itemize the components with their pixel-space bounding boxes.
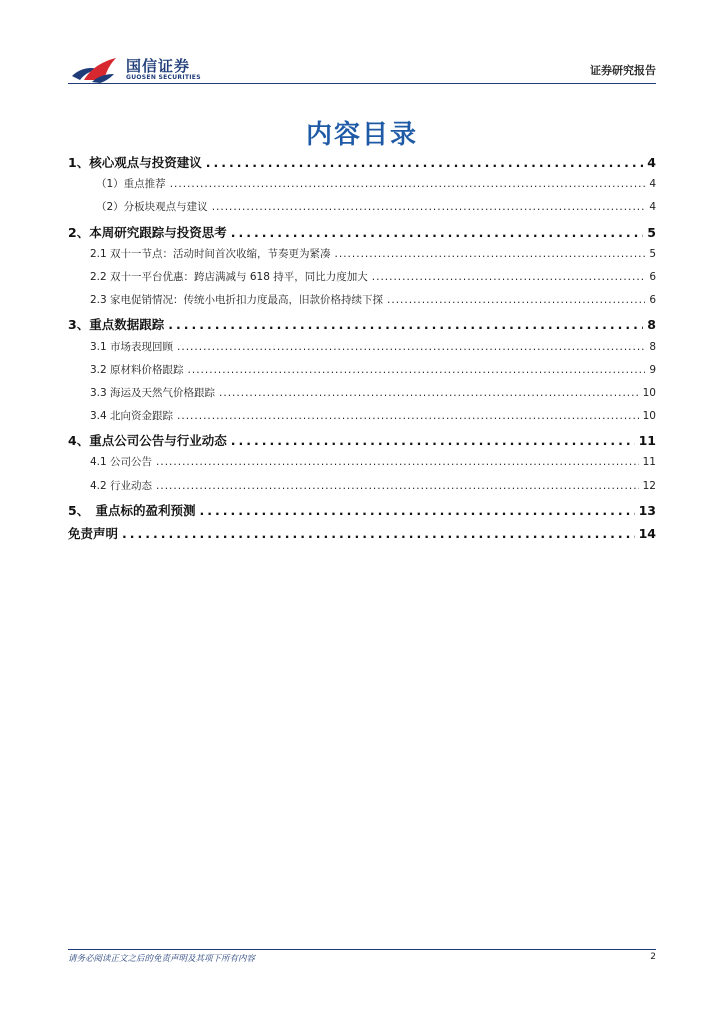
toc-entry-text: 2.1 双十一节点：活动时间首次收缩，节奏更为紧凑 <box>90 247 331 260</box>
footer-disclaimer-note: 请务必阅读正文之后的免责声明及其项下所有内容 <box>68 954 256 964</box>
logo-chinese-name: 国信证券 <box>126 57 191 75</box>
toc-entry-chapter[interactable] <box>68 501 656 524</box>
toc-dot-leader <box>177 410 639 422</box>
toc-dot-leader <box>335 248 646 260</box>
toc-entry-page: 8 <box>649 340 656 353</box>
toc-entry-page: 14 <box>638 526 656 541</box>
toc-dot-leader <box>156 480 639 492</box>
toc-entry-page: 6 <box>649 270 656 283</box>
toc-entry-page: 12 <box>642 479 656 492</box>
toc-entry-section[interactable] <box>68 362 656 385</box>
toc-entry-chapter[interactable] <box>68 524 656 547</box>
toc-entry-text: 2.3 家电促销情况：传统小电折扣力度最高，旧款价格持续下探 <box>90 294 384 307</box>
toc-entry-section[interactable] <box>68 246 656 269</box>
toc-entry-page: 5 <box>647 224 656 240</box>
toc-dot-leader <box>387 294 645 306</box>
guosen-logo <box>68 52 208 84</box>
toc-title: 内容目录 <box>305 120 418 150</box>
toc-entry-chapter[interactable] <box>68 315 656 338</box>
toc-entry-text: 3、重点数据跟踪 <box>68 317 165 333</box>
toc-entry-text: 3.1 市场表现回顾 <box>90 340 174 353</box>
toc-entry-page: 4 <box>647 155 656 170</box>
toc-entry-section[interactable] <box>68 269 656 292</box>
toc-entry-section[interactable] <box>68 339 656 362</box>
toc-entry-section[interactable] <box>68 199 656 222</box>
toc-entry-text: 4.1 公司公告 <box>90 456 153 469</box>
toc-dot-leader <box>206 155 644 170</box>
toc-dot-leader <box>231 225 644 240</box>
toc-entry-text: 2、本周研究跟踪与投资思考 <box>68 224 227 240</box>
page-number: 2 <box>650 952 656 962</box>
toc-entry-section[interactable] <box>68 292 656 315</box>
toc-entry-text: （2）分板块观点与建议 <box>96 201 208 214</box>
toc-dot-leader <box>177 341 645 353</box>
toc-entry-page: 10 <box>642 386 656 399</box>
toc-dot-leader <box>188 364 646 376</box>
toc-entry-text: 5、 重点标的盈利预测 <box>68 502 196 518</box>
toc-entry-page: 10 <box>642 410 656 423</box>
toc-entry-text: 3.2 原材料价格跟踪 <box>90 363 184 376</box>
toc-entry-page: 11 <box>642 456 656 469</box>
header-divider <box>68 83 656 84</box>
toc-entry-text: 免责声明 <box>68 526 119 541</box>
toc-entry-page: 4 <box>649 201 656 214</box>
toc-entry-chapter[interactable] <box>68 153 656 176</box>
toc-entry-section[interactable] <box>68 478 656 501</box>
toc-dot-leader <box>122 526 635 541</box>
toc-entry-page: 11 <box>638 433 656 449</box>
toc-entry-text: 4.2 行业动态 <box>90 479 153 492</box>
toc-dot-leader <box>168 317 643 332</box>
toc-dot-leader <box>372 271 646 283</box>
footer-divider <box>68 949 656 950</box>
toc-entry-section[interactable] <box>68 385 656 408</box>
toc-entry-page: 5 <box>649 247 656 260</box>
toc-entry-chapter[interactable] <box>68 431 656 454</box>
toc-entry-page: 13 <box>638 502 656 518</box>
toc-entry-page: 9 <box>649 363 656 376</box>
toc-entry-page: 4 <box>649 178 656 191</box>
toc-entry-section[interactable] <box>68 454 656 477</box>
toc-dot-leader <box>170 178 646 190</box>
toc-entry-chapter[interactable] <box>68 223 656 246</box>
toc-dot-leader <box>231 433 635 448</box>
toc-dot-leader <box>219 387 639 399</box>
toc-entry-text: 3.4 北向资金跟踪 <box>90 410 174 423</box>
toc-entry-page: 6 <box>649 294 656 307</box>
report-type-label: 证券研究报告 <box>590 64 656 77</box>
toc-dot-leader <box>156 456 639 468</box>
page-header <box>68 52 656 84</box>
toc-entry-section[interactable] <box>68 408 656 431</box>
logo-english-name: GUOSEN SECURITIES <box>126 74 201 81</box>
toc-entry-text: 2.2 双十一平台优惠：跨店满减与 618 持平，同比力度加大 <box>90 270 368 283</box>
toc-entry-section[interactable] <box>68 176 656 199</box>
toc-dot-leader <box>212 201 646 213</box>
toc-entry-text: 1、核心观点与投资建议 <box>68 155 202 170</box>
toc-entry-page: 8 <box>647 317 656 333</box>
toc-dot-leader <box>199 503 634 518</box>
guosen-logo-mark-icon <box>70 54 122 84</box>
toc-entry-text: 4、重点公司公告与行业动态 <box>68 433 227 449</box>
toc-entry-text: （1）重点推荐 <box>96 178 166 191</box>
toc-entry-text: 3.3 海运及天然气价格跟踪 <box>90 386 216 399</box>
table-of-contents <box>68 153 656 547</box>
